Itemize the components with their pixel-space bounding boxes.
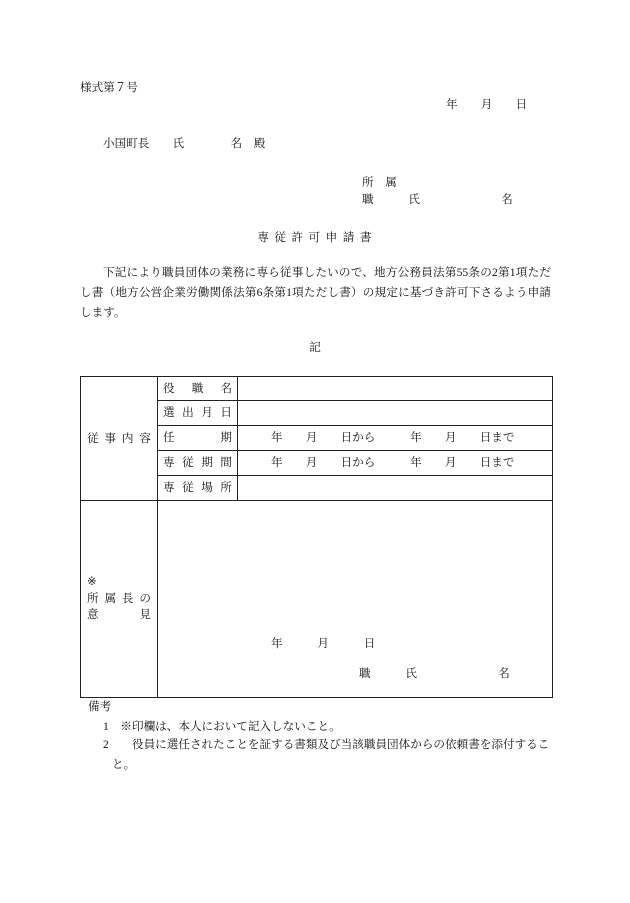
- opinion-label-line: 意 見: [87, 608, 151, 622]
- note-item: 1 ※印欄は、本人において記入しないこと。: [103, 720, 341, 733]
- opinion-cell: [158, 501, 553, 698]
- field-label-election-date: 選 出 月 日: [158, 401, 238, 426]
- opinion-date: 年 月 日: [271, 637, 376, 650]
- ki-heading: 記: [309, 341, 321, 354]
- addressee: 小国町長 氏 名 殿: [103, 137, 266, 150]
- body-text-line: します。: [80, 306, 126, 319]
- notes-heading: 備考: [88, 700, 112, 713]
- field-value-term: 年 月 日から 年 月 日まで: [238, 426, 553, 451]
- field-label-position: 役 職 名: [158, 377, 238, 401]
- applicant-affiliation-label: 所 属: [362, 176, 397, 189]
- field-value-dedicated-period: 年 月 日から 年 月 日まで: [238, 451, 553, 476]
- body-text-line: 下記により職員団体の業務に専ら従事したいので、地方公務員法第55条の2第1項ただ: [103, 266, 551, 279]
- field-label-term: 任 期: [158, 426, 238, 451]
- application-table: [80, 376, 553, 698]
- body-text-line: し書（地方公営企業労働関係法第6条第1項ただし書）の規定に基づき許可下さるよう申請: [80, 286, 551, 299]
- note-item: 2 役員に選任されたことを証する書類及び当該職員団体からの依頼書を添付するこ: [103, 738, 550, 751]
- document-title: 専 従 許 可 申 請 書: [257, 231, 373, 244]
- reference-mark: ※: [87, 575, 97, 589]
- field-value-position: [238, 377, 553, 401]
- table-row-opinion: [81, 501, 553, 698]
- opinion-label-line: 所 属 長 の: [87, 591, 151, 605]
- note-item-continuation: と。: [112, 758, 136, 771]
- form-number: 様式第７号: [80, 81, 138, 94]
- opinion-signature-label: 職 氏 名: [359, 667, 510, 680]
- section-label-duty: 従 事 内 容: [81, 377, 158, 501]
- application-date: 年 月 日: [446, 98, 528, 111]
- field-value-dedicated-place: [238, 476, 553, 501]
- table-row: [81, 377, 553, 401]
- field-label-dedicated-period: 専 従 期 間: [158, 451, 238, 476]
- applicant-name-label: 職 氏 名: [362, 193, 513, 206]
- opinion-label-cell: [81, 501, 158, 698]
- field-label-dedicated-place: 専 従 場 所: [158, 476, 238, 501]
- field-value-election-date: [238, 401, 553, 426]
